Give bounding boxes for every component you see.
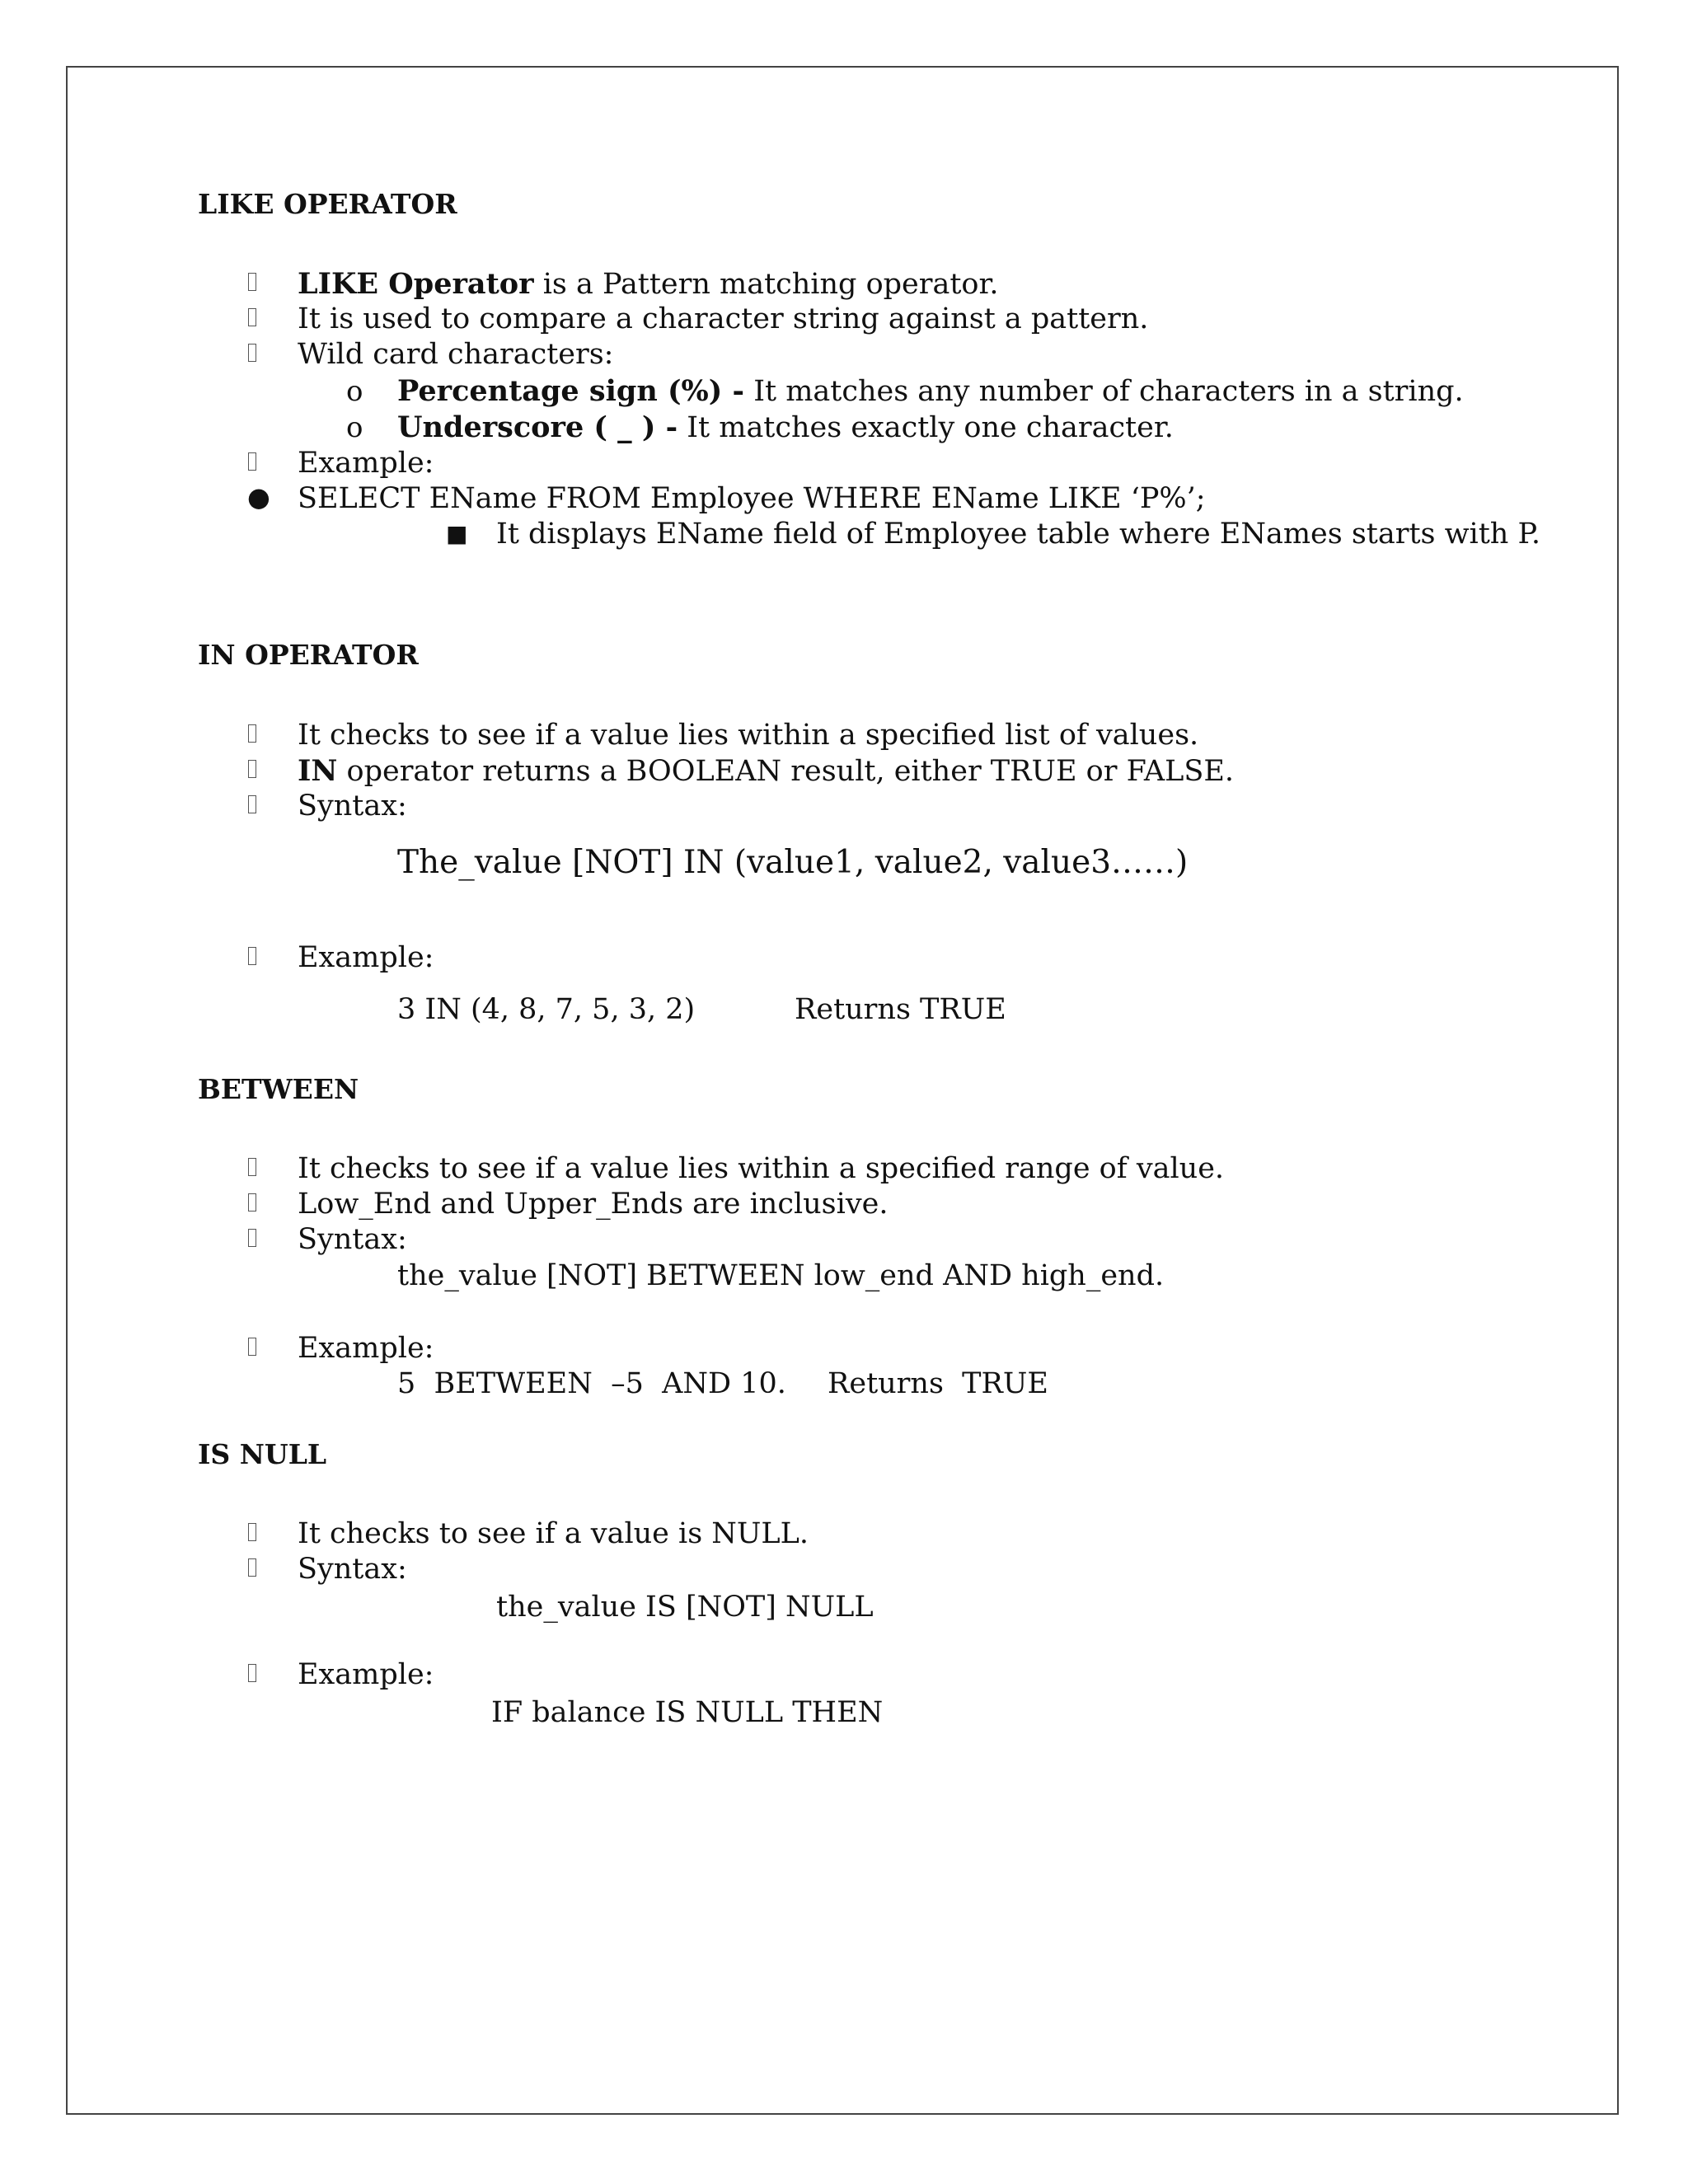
dot-bullet-icon: ●	[247, 481, 270, 513]
square-bullet-icon: ■	[446, 520, 468, 547]
between-result: Returns TRUE	[828, 1367, 1048, 1400]
bullet-icon	[248, 343, 256, 368]
bullet-icon	[248, 1663, 256, 1688]
bullet-icon	[248, 1558, 256, 1582]
in-bullet-4: Example:	[298, 941, 434, 974]
between-bullet-2: Low_End and Upper_Ends are inclusive.	[298, 1188, 889, 1221]
like-bullet-1: LIKE Operator is a Pattern matching operator.	[298, 267, 999, 301]
in-result: Returns TRUE	[795, 993, 1006, 1026]
like-bullet-2: It is used to compare a character string against a pattern.	[298, 302, 1149, 335]
bullet-icon	[248, 759, 256, 784]
isnull-bullet-2: Syntax:	[298, 1553, 407, 1586]
isnull-bullet-1: It checks to see if a value is NULL.	[298, 1517, 809, 1550]
between-syntax: the_value [NOT] BETWEEN low_end AND high_end.	[397, 1259, 1165, 1292]
isnull-example: IF balance IS NULL THEN	[491, 1696, 884, 1729]
like-sub-2: Underscore ( _ ) - It matches exactly one character.	[397, 410, 1174, 444]
circle-bullet-icon: o	[346, 411, 363, 444]
like-example-query: SELECT EName FROM Employee WHERE EName LIKE ‘P%’;	[298, 482, 1206, 515]
bullet-icon	[248, 1337, 256, 1361]
like-example-desc: It displays EName field of Employee table where ENames starts with P.	[496, 518, 1541, 551]
between-bullet-4: Example:	[298, 1332, 434, 1365]
in-heading: IN OPERATOR	[198, 639, 419, 671]
isnull-syntax: the_value IS [NOT] NULL	[496, 1591, 874, 1624]
isnull-bullet-3: Example:	[298, 1658, 434, 1691]
bullet-icon	[248, 946, 256, 971]
bullet-icon	[248, 452, 256, 476]
like-bullet-3: Wild card characters:	[298, 338, 614, 371]
bullet-icon	[248, 1522, 256, 1547]
bullet-icon	[248, 724, 256, 748]
like-heading: LIKE OPERATOR	[198, 188, 457, 220]
in-example: 3 IN (4, 8, 7, 5, 3, 2)	[397, 993, 696, 1026]
bullet-icon	[248, 1157, 256, 1182]
in-bullet-3: Syntax:	[298, 790, 407, 823]
in-bullet-1: It checks to see if a value lies within a specified list of values.	[298, 719, 1199, 752]
between-heading: BETWEEN	[198, 1073, 359, 1105]
between-example: 5 BETWEEN –5 AND 10.	[397, 1367, 786, 1400]
bullet-icon	[248, 272, 256, 297]
bullet-icon	[248, 794, 256, 819]
isnull-heading: IS NULL	[198, 1438, 327, 1470]
like-bullet-4: Example:	[298, 447, 434, 480]
circle-bullet-icon: o	[346, 375, 363, 408]
between-bullet-1: It checks to see if a value lies within a specified range of value.	[298, 1152, 1225, 1185]
bullet-icon	[248, 307, 256, 332]
like-sub-1: Percentage sign (%) - It matches any number of characters in a string.	[397, 374, 1464, 408]
between-bullet-3: Syntax:	[298, 1223, 407, 1256]
bullet-icon	[248, 1228, 256, 1253]
bullet-icon	[248, 1193, 256, 1217]
in-bullet-2: IN operator returns a BOOLEAN result, either TRUE or FALSE.	[298, 754, 1235, 788]
in-syntax: The_value [NOT] IN (value1, value2, value3……)	[397, 844, 1189, 881]
